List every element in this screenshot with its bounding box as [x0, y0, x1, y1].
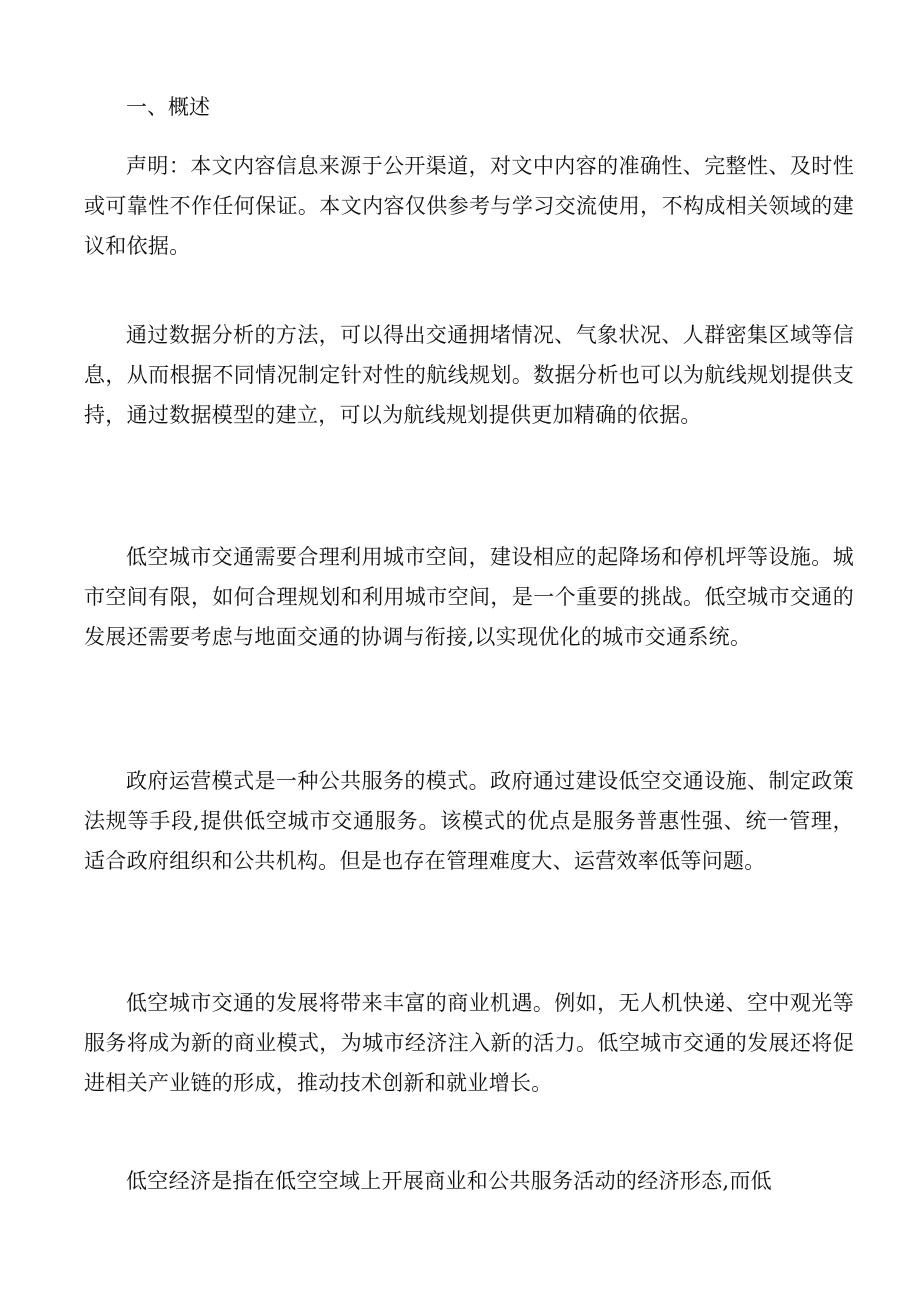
data-analysis-paragraph: 通过数据分析的方法，可以得出交通拥堵情况、气象状况、人群密集区域等信息，从而根据不同情况制定针对性的航线规划。数据分析也可以为航线规划提供支持，通过数据模型的建立，可以为航线规划提供更加精确的依据。 [84, 323, 854, 427]
urban-space-paragraph: 低空城市交通需要合理利用城市空间，建设相应的起降场和停机坪等设施。城市空间有限，如何合理规划和利用城市空间，是一个重要的挑战。低空城市交通的发展还需要考虑与地面交通的协调与衔接,以实现优化的城市交通系统。 [84, 545, 854, 649]
section-heading: 一、概述 [126, 95, 210, 119]
government-model-paragraph: 政府运营模式是一种公共服务的模式。政府通过建设低空交通设施、制定政策法规等手段,提供低空城市交通服务。该模式的优点是服务普惠性强、统一管理，适合政府组织和公共机构。但是也存在管理难度大、运营效率低等问题。 [84, 769, 854, 873]
low-altitude-economy-paragraph: 低空经济是指在低空空域上开展商业和公共服务活动的经济形态,而低 [126, 1169, 772, 1193]
business-opportunity-paragraph: 低空城市交通的发展将带来丰富的商业机遇。例如，无人机快递、空中观光等服务将成为新的商业模式，为城市经济注入新的活力。低空城市交通的发展还将促进相关产业链的形成，推动技术创新和就业增长。 [84, 991, 854, 1095]
disclaimer-paragraph: 声明：本文内容信息来源于公开渠道，对文中内容的准确性、完整性、及时性或可靠性不作任何保证。本文内容仅供参考与学习交流使用，不构成相关领域的建议和依据。 [84, 154, 854, 258]
